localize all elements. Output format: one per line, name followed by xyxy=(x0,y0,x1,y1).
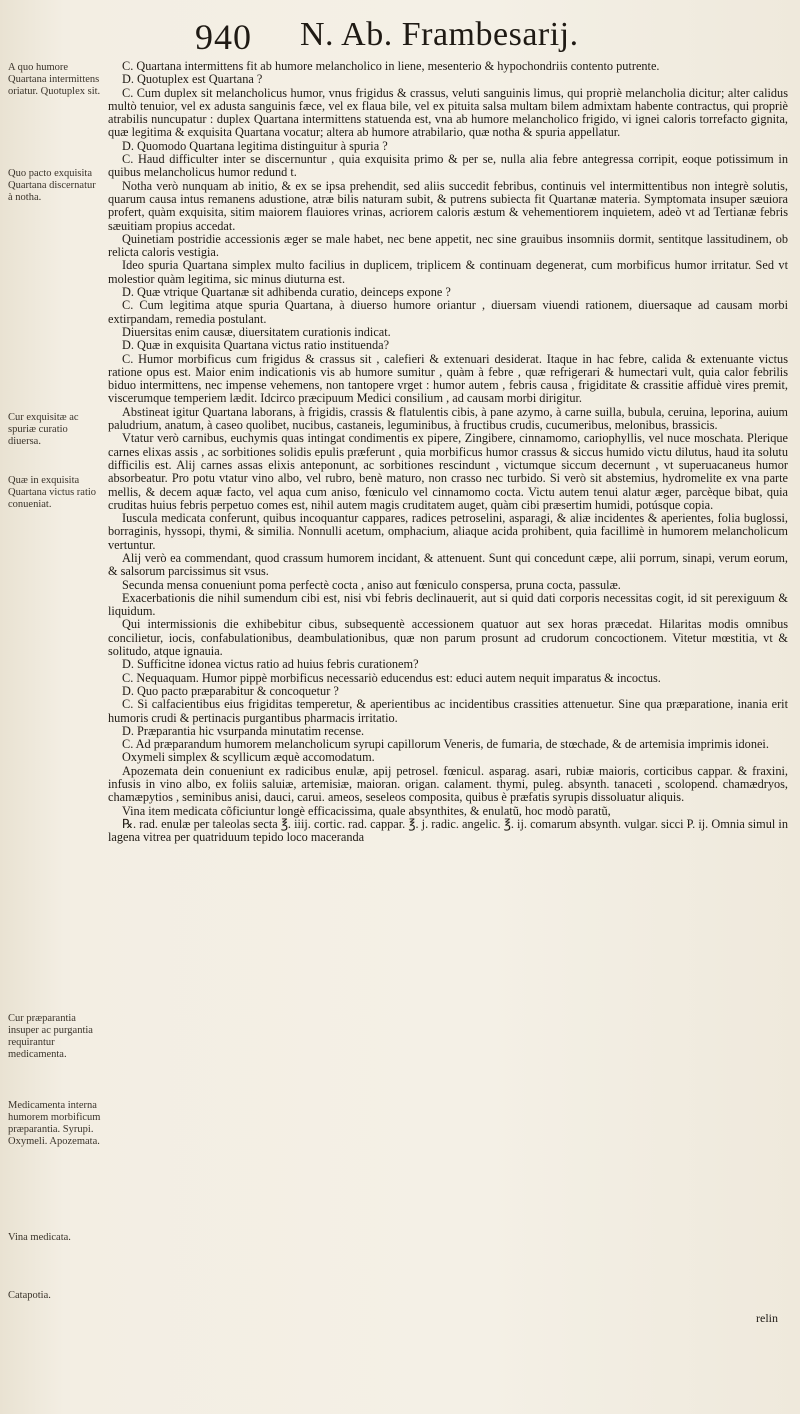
margin-note: Medicamenta interna humorem morbificum præparantia. Syrupi. Oxymeli. Apozemata. xyxy=(8,1100,101,1147)
page-header xyxy=(0,14,800,57)
margin-note: Catapotia. xyxy=(8,1290,51,1301)
paragraph: Ideo spuria Quartana simplex multo facilius in duplicem, triplicem & continuam degenerat, cum morbificus humor irritatur. Sed vt molestior quàm legitima, sic minus diuturna est. xyxy=(108,258,788,286)
paragraph: Apozemata dein conueniunt ex radicibus enulæ, apij petrosel. fœnicul. asparag. asari, rubiæ maioris, corticibus cappar. & fraxini, infusis in vino albo, ex foliis saluiæ, artemisiæ, maioran. origan. calament. thymi, puleg. absynth. tanaceti , scolopend. chamædryos, chamæpytios , seminibus anisi, dauci, carui. ameos, seseleos composita, quibus è præfatis syrupis dissoluatur aliquis. xyxy=(108,763,788,805)
paragraph: Iuscula medicata conferunt, quibus incoquantur cappares, radices petroselini, asparagi, & aliæ incidentes & aperientes, folia buglossi, borraginis, hyssopi, thymi, & similia. Nonnulli acetum, omphacium, aliaque acida prohibent, quia facillimè in humorem melancholicum vertuntur. xyxy=(108,511,788,552)
paragraph: C. Quartana intermittens fit ab humore melancholico in liene, mesenterio & hypochondriis contento putrente. xyxy=(122,59,660,73)
paragraph: D. Quo pacto præparabitur & concoquetur ? xyxy=(122,683,339,698)
paragraph: C. Si calfacientibus eius frigiditas temperetur, & aperientibus ac incidentibus crassities attenuetur. Sine qua præparatione, inania erit humoris crudi & pertinacis purgantibus pharmacis irritatio. xyxy=(108,697,788,725)
paragraph: C. Humor morbificus cum frigidus & crassus sit , calefieri & extenuari desiderat. Itaque in hac febre, calida & extenuante victus ratione opus est. Maior enim indicationis vis ab humore sumitur , quàm à febre , quæ refrigerari & humectari vult, quia calor febrilis biduo intermittens, nec impense vehemens, non tantopere vrget : humor autem , febris causa , frigiditate & crassitie affiduè vires premit, viscerumque temperiem lædit. Idcirco præcipuum Medici consilium , ad causam morbi dirigitur. xyxy=(108,351,788,406)
paragraph: Secunda mensa conueniunt poma perfectè cocta , aniso aut fœniculo conspersa, pruna cocta, passulæ. xyxy=(122,577,621,592)
page-number: 940 xyxy=(195,17,252,57)
paragraph: Vtatur verò carnibus, euchymis quas intingat condimentis ex pipere, Zingibere, cinnamomo, cariophyllis, vel nuce moschata. Plerique carnes elixas assis , ac sorbitiones solidis epulis præferunt , quia morbificus humor crassus & siccus humido victu dilutus, haud ita solutu difficilis est. Alij carnes assas elixis anteponunt, ac sorbitiones rescindunt , victumque siccum decernunt , vt superuacaneus humor absorbeatur. Pro potu vtatur vino albo, vel rubro, benè maturo, non crasso nec turbido. Si verò sit abstemius, hydromelite ex vna parte mellis, & decem aquæ facto, vel aqua cum aniso, fœniculo vel cinnamomo cocta. Victu autem tenui alatur æger, parcèque bibat, quia cruditas huius febris perpetuo comes est, nihil autem magis cruditatem auget, quàm cibi præsertim humidi, potúsque copia. xyxy=(108,431,788,512)
margin-note: Quo pacto exquisita Quartana discernatur à notha. xyxy=(8,168,96,203)
paragraph: D. Præparantia hic vsurpanda minutatim recense. xyxy=(122,723,365,738)
catchword: relin xyxy=(756,1311,778,1325)
paragraph: C. Cum duplex sit melancholicus humor, vnus frigidus & crassus, veluti sanguinis limus, qui propriè melancholia dicitur; alter calidus multò tenuior, vel ex adusta sanguinis fæce, vel ex flaua bile, vel ex pituita salsa multam bilem admixtam habente contractus, qui propriè atrabilis nuncupatur : duplex Quartana intermittens statuenda est, vna ab humore melancholico frigido, vi ignei caloris torrefacto gignita, quæ legitima & exquisita Quartana vocatur; altera ab humore atrabilario, quæ notha & spuria appellatur. xyxy=(108,85,788,140)
paragraph: Alij verò ea commendant, quod crassum humorem incidant, & attenuent. Sunt qui concedunt cæpe, alii porrum, sinapi, verum eorum, & salsorum parcissimus sit vsus. xyxy=(108,550,788,579)
running-title: N. Ab. Frambesarij. xyxy=(300,16,579,53)
margin-note: Vina medicata. xyxy=(8,1232,71,1243)
paragraph: Quinetiam postridie accessionis æger se male habet, nec bene appetit, nec sine grauibus insomniis dormit, sentitque lassitudinem, ob relicta caloris vestigia. xyxy=(108,231,788,260)
paragraph: C. Nequaquam. Humor pippè morbificus necessariò educendus est: educi autem nequit imparatus & incoctus. xyxy=(122,670,661,685)
paragraph: D. Quæ vtrique Quartanæ sit adhibenda curatio, deinceps expone ? xyxy=(122,285,451,300)
paragraph: C. Cum legitima atque spuria Quartana, à diuerso humore oriantur , diuersam viuendi rationem, diuersaque ad causam morbi extirpandam, remedia postulant. xyxy=(108,298,788,326)
paragraph: Oxymeli simplex & scyllicum æquè accomodatum. xyxy=(122,750,375,765)
paragraph: Diuersitas enim causæ, diuersitatem curationis indicat. xyxy=(122,324,391,339)
paragraph: Exacerbationis die nihil sumendum cibi est, nisi vbi febris declinauerit, aut si quid dati corporis necessitas cogit, id sit perexiguum & liquidum. xyxy=(108,590,788,619)
paragraph: Qui intermissionis die exhibebitur cibus, subsequentè accessionem quatuor aut sex horas præcedat. Hilaritas modis omnibus concilietur, iocis, confabulationibus, deambulationibus, quæ non parum prosunt ad crudorum concoctionem. Vitetur mœstitia, vt & solitudo, atque ignauia. xyxy=(108,617,788,659)
margin-note: Cur præparantia insuper ac purgantia requirantur medicamenta. xyxy=(8,1013,93,1060)
margin-note: A quo humore Quartana intermittens oriatur. Quotuplex sit. xyxy=(8,62,101,97)
main-text xyxy=(108,60,788,845)
paragraph: ℞. rad. enulæ per taleolas secta ℥. iiij. cortic. rad. cappar. ℥. j. radic. angelic. ℥. ij. comarum absynth. vulgar. sicci P. ij. Omnia simul in lagena vitrea per quatriduum tepido loco maceranda xyxy=(108,816,788,845)
paragraph: D. Quæ in exquisita Quartana victus ratio instituenda? xyxy=(122,338,390,353)
paragraph: Notha verò nunquam ab initio, & ex se ipsa prehendit, sed aliis succedit febribus, continuis vel intermittentibus non integrè solutis, quarum causa intus remanens adustione, atræ bilis naturam subit, & putrens subiecta fit Quartanæ materia. Symptomata insuper sæuiora profert, quàm exquisita, sitim maiorem flauiores vrinas, acriorem caloris æstum & vehementiorem inquietem, adeò vt ad Tertianæ febris sæuitiam propius accedat. xyxy=(108,178,788,233)
paragraph: Abstineat igitur Quartana laborans, à frigidis, crassis & flatulentis cibis, à pane azymo, à carne suilla, bubula, ceruina, leporina, auium paludrium, anatum, à caseo quolibet, nucibus, castaneis, leguminibus, à fructibus crudis, cucumeribus, melonibus, brassicis. xyxy=(108,404,788,433)
paragraph: D. Sufficitne idonea victus ratio ad huius febris curationem? xyxy=(122,657,419,672)
margin-note: Cur exquisitæ ac spuriæ curatio diuersa. xyxy=(8,412,79,447)
margin-note: Quæ in exquisita Quartana victus ratio conueniat. xyxy=(8,475,97,510)
paragraph: D. Quotuplex est Quartana ? xyxy=(122,72,263,87)
paragraph: Vina item medicata cõficiuntur longè efficacissima, quale absynthites, & enulatũ, hoc modò paratũ, xyxy=(122,803,611,818)
paragraph: D. Quomodo Quartana legitima distinguitur à spuria ? xyxy=(122,138,388,153)
paragraph: C. Ad præparandum humorem melancholicum syrupi capillorum Veneris, de fumaria, de stœchade, & de artemisia imprimis idonei. xyxy=(122,737,769,752)
paragraph: C. Haud difficulter inter se discernuntur , quia exquisita primo & per se, nulla alia febre antegressa corripit, eoque potissimum in quibus melancholicus humor redund t. xyxy=(108,152,788,180)
